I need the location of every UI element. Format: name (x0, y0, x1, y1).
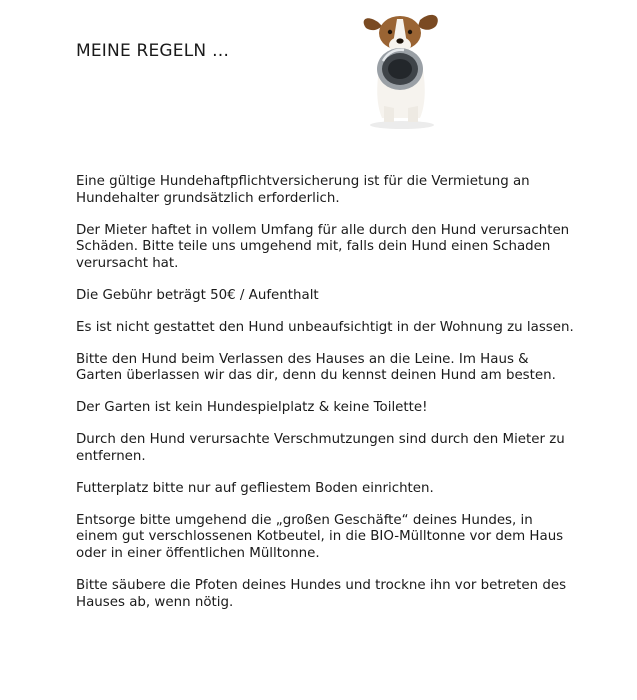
dog-with-bowl-icon (350, 6, 450, 131)
rule-item: Eine gültige Hundehaftpflichtversicherung ist für die Vermietung an Hundehalter grundsätzlich erforderlich. (76, 174, 530, 206)
rule-item: Der Garten ist kein Hundespielplatz & keine Toilette! (76, 400, 428, 416)
rule-item: Futterplatz bitte nur auf gefliestem Boden einrichten. (76, 480, 434, 496)
rule-item: Es ist nicht gestattet den Hund unbeaufsichtigt in der Wohnung zu lassen. (76, 319, 574, 335)
rule-item: Bitte säubere die Pfoten deines Hundes und trockne ihn vor betreten des Hauses ab, wenn nötig. (76, 578, 567, 610)
rule-item: Bitte den Hund beim Verlassen des Hauses an die Leine. Im Haus & Garten überlassen wir das dir, denn du kennst deinen Hund am besten. (76, 351, 556, 384)
rule-item: Der Mieter haftet in vollem Umfang für alle durch den Hund verursachten Schäden. Bitte teile uns umgehend mit, falls dein Hund einen Schaden verursacht hat. (76, 222, 570, 271)
rule-item: Entsorge bitte umgehend die „großen Geschäfte“ deines Hundes, in einem gut verschlossenen Kotbeutel, in die BIO-Mülltonne vor dem Haus oder in einer öffentlichen Mülltonne. (76, 512, 564, 562)
rules-list (76, 174, 576, 627)
rule-item: Durch den Hund verursachte Verschmutzungen sind durch den Mieter zu entfernen. (76, 432, 565, 464)
rule-item: Die Gebühr beträgt 50€ / Aufenthalt (76, 287, 319, 303)
page-title: MEINE REGELN … (76, 41, 230, 61)
